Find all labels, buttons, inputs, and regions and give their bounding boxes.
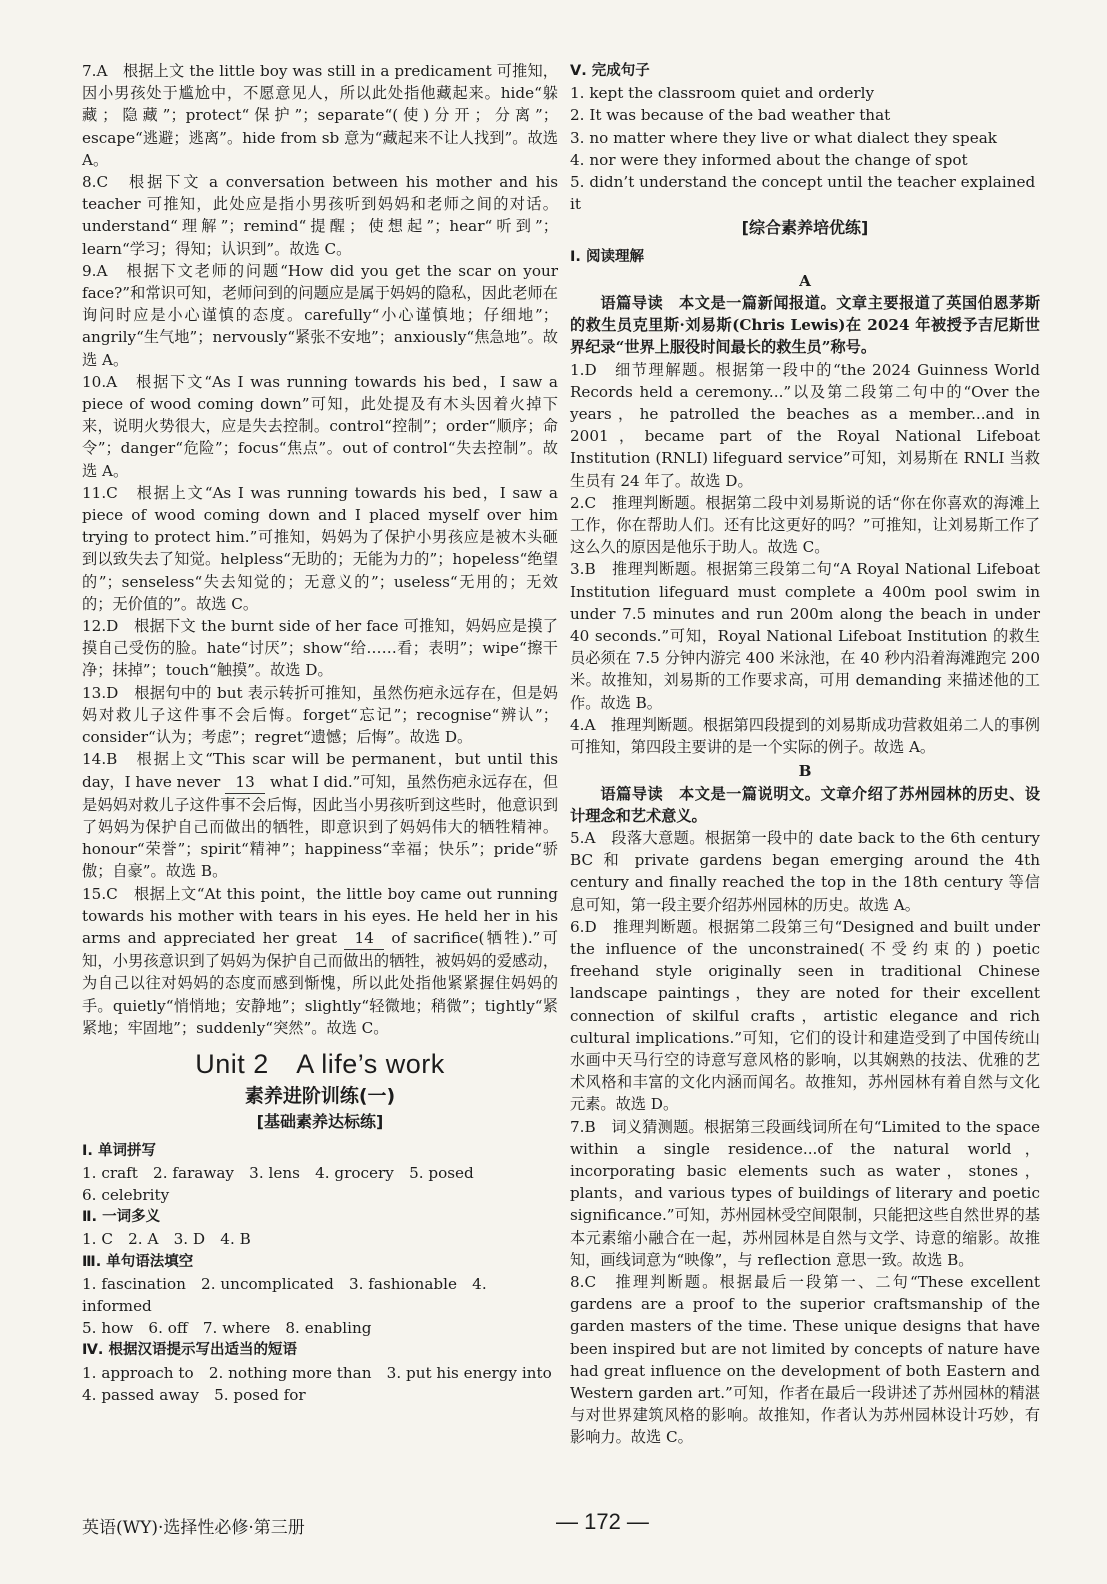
answer-item-r6: 6.D 推理判断题。根据第二段第三句“Designed and built under the influence of the unconstrained(不受约束的) poetic freehand style originally seen in traditional Chinese landscape paintings，they are noted for their excellent connection of skilful crafts，artistic elegance and rich cultural implications.”可知，它们的设计和建造受到了中国传统山水画中天马行空的诗意写意风格的影响，以其娴熟的技法、优雅的艺术风格和丰富的文化内涵而闻名。故推知，苏州园林有着自然与文化元素。故选 D。	[570, 917, 1040, 1114]
answer-item-10: 10.A 根据下文“As I was running towards his bed，I saw a piece of wood coming down”可知，此处提及有木头因着火掉下来，说明火势很大，应是失去控制。control“控制”；order“顺序；命令”；danger“危险”；focus“焦点”。out of control“失去控制”。故选 A。	[82, 372, 558, 480]
answer-item-14	[82, 748, 558, 882]
answer-item-9: 9.A 根据下文老师的问题“How did you get the scar on your face?”和常识可知，老师问到的问题应是属于妈妈的隐私，因此老师在询问时应是小心谨慎的态度。carefully“小心谨慎地；仔细地”；angrily“生气地”；nervously“紧张不安地”；anxiously“焦急地”。故选 A。	[82, 261, 558, 369]
unit-title: Unit 2 A life’s work	[195, 1048, 445, 1079]
section-5-line-5: 5. didn’t understand the concept until the teacher explained it	[570, 173, 1036, 214]
item14-before: 14.B 根据上文“This scar will be permanent，but until this day，I have never	[82, 750, 558, 791]
section-4-line-2: 4. passed away 5. posed for	[82, 1385, 306, 1404]
answer-item-8: 8.C 根据下文 a conversation between his mother and his teacher 可推知，此处应是指小男孩听到妈妈和老师之间的对话。understand“理解”；remind“提醒；使想起”；hear“听到”；learn“学习；得知；认识到”。故选 C。	[82, 173, 558, 258]
answer-item-7: 7.A 根据上文 the little boy was still in a predicament 可推知，因小男孩处于尴尬中，不愿意见人，所以此处指他藏起来。hide“躲藏；隐藏”；protect“保护”；separate“(使)分开；分离”；escape“逃避；逃离”。hide from sb 意为“藏起来不让人找到”。故选 A。	[82, 62, 558, 169]
section-5-line-4: 4. nor were they informed about the change of spot	[570, 150, 968, 169]
page-number: — 172 —	[556, 1509, 649, 1534]
section-heading-1: Ⅰ. 单词拼写	[82, 1142, 156, 1159]
section-heading-3: Ⅲ. 单句语法填空	[82, 1253, 194, 1270]
right-column	[570, 60, 1040, 1449]
left-column	[82, 60, 558, 1406]
item14-blank: 13	[225, 771, 265, 794]
guide-b-text: 本文是一篇说明文。文章介绍了苏州园林的历史、设计理念和艺术意义。	[570, 784, 1041, 825]
section-heading-4: Ⅳ. 根据汉语提示写出适当的短语	[82, 1342, 297, 1359]
guide-label: 语篇导读	[600, 784, 664, 803]
passage-b-label: B	[798, 762, 812, 781]
guide-label: 语篇导读	[600, 294, 664, 313]
section-1-line-1: 1. craft 2. faraway 3. lens 4. grocery 5. posed	[82, 1163, 474, 1182]
answer-item-11: 11.C 根据上文“As I was running towards his bed，I saw a piece of wood coming down and I placed myself over him trying to protect him.”可推知，妈妈为了保护小男孩应是被木头砸到以致失去了知觉。helpless“无助的；无能为力的”；hopeless“绝望的”；senseless“失去知觉的；无意义的”；useless“无用的；无效的；无价值的”。故选 C。	[82, 483, 558, 613]
item15-after: of sacrifice(牺牲).”可知，小男孩意识到了妈妈为保护自己而做出的牺牲，被妈妈的爱感动，为自己以往对妈妈的态度而感到惭愧，所以此处指他紧紧握住妈妈的手。quietly“悄悄地；安静地”；slightly“轻微地；稍微”；tightly“紧紧地；牢固地”；suddenly“突然”。故选 C。	[82, 928, 558, 1037]
answer-item-r3: 3.B 推理判断题。根据第三段第二句“A Royal National Lifeboat Institution lifeguard must complete a 400m pool swim in under 7.5 minutes and run 200m along the beach in under 40 seconds.”可知，Royal National Lifeboat Institution 的救生员必须在 7.5 分钟内游完 400 米泳池，在 40 秒内沿着海滩跑完 200 米。故推知，刘易斯的工作要求高，可用 demanding 来描述他的工作。故选 B。	[570, 560, 1040, 712]
answer-item-r4: 4.A 推理判断题。根据第四段提到的刘易斯成功营救姐弟二人的事例可推知，第四段主要讲的是一个实际的例子。故选 A。	[570, 715, 1040, 757]
answer-item-r2: 2.C 推理判断题。根据第二段中刘易斯说的话“你在你喜欢的海滩上工作，你在帮助人们。还有比这更好的吗？”可推知，让刘易斯工作了这么久的原因是他乐于助人。故选 C。	[570, 493, 1040, 557]
item15-blank: 14	[344, 927, 384, 950]
section-3-line-1: 1. fascination 2. uncomplicated 3. fashionable 4. informed	[82, 1274, 487, 1315]
reading-heading: Ⅰ. 阅读理解	[570, 248, 644, 265]
answer-item-13: 13.D 根据句中的 but 表示转折可推知，虽然伤疤永远存在，但是妈妈对救儿子这件事不会后悔。forget“忘记”；recognise“辨认”；consider“认为；考虑”；regret“遗憾；后悔”。故选 D。	[82, 683, 558, 747]
section-4-line-1: 1. approach to 2. nothing more than 3. put his energy into	[82, 1363, 552, 1382]
section-2-line-1: 1. C 2. A 3. D 4. B	[82, 1230, 251, 1249]
item14-after: what I did.”可知，虽然伤疤永远存在，但是妈妈对救儿子这件事不会后悔，因此当小男孩听到这些时，他意识到了妈妈为保护自己而做出的牺牲，即意识到了妈妈伟大的牺牲精神。honour“荣誉”；spirit“精神”；happiness“幸福；快乐”；pride“骄傲；自豪”。故选 B。	[82, 772, 559, 881]
training-title: 素养进阶训练(一)	[244, 1085, 396, 1108]
section-heading-2: Ⅱ. 一词多义	[82, 1209, 161, 1226]
section-5-line-2: 2. It was because of the bad weather that	[570, 106, 891, 125]
answer-item-12: 12.D 根据下文 the burnt side of her face 可推知，妈妈应是摸了摸自己受伤的脸。hate“讨厌”；show“给……看；表明”；wipe“擦干净；抹掉”；touch“触摸”。故选 D。	[82, 617, 558, 680]
basic-section-title: [基础素养达标练]	[256, 1112, 384, 1132]
section-1-line-2: 6. celebrity	[82, 1185, 170, 1204]
passage-b-guide	[570, 783, 1040, 827]
guide-a-text: 本文是一篇新闻报道。文章主要报道了英国伯恩茅斯的救生员克里斯·刘易斯(Chris Lewis)在 2024 年被授予吉尼斯世界纪录“世界上服役时间最长的救生员”称号。	[570, 294, 1041, 357]
advanced-section-title: [综合素养培优练]	[741, 218, 869, 238]
section-heading-5: Ⅴ. 完成句子	[570, 63, 650, 79]
item15-before: 15.C 根据上文“At this point，the little boy came out running towards his mother with tears in his eyes. He held her in his arms and appreciated her great	[82, 884, 558, 947]
section-5-line-3: 3. no matter where they live or what dialect they speak	[570, 128, 998, 147]
answer-item-r5: 5.A 段落大意题。根据第一段中的 date back to the 6th century BC 和 private gardens began emerging around the 4th century and finally reached the top in the 18th century 等信息可知，第一段主要介绍苏州园林的历史。故选 A。	[570, 828, 1040, 914]
answer-item-r8: 8.C 推理判断题。根据最后一段第一、二句“These excellent gardens are a proof to the superior craftsmanship of the garden masters of the time. These unique designs that have been inspired but are not limited by concepts of nature have had great influence on the development of both Eastern and Western garden art.”可知，作者在最后一段讲述了苏州园林的精湛与对世界建筑风格的影响。故推知，作者认为苏州园林设计巧妙，有影响力。故选 C。	[570, 1272, 1040, 1447]
answer-item-r1: 1.D 细节理解题。根据第一段中的“the 2024 Guinness World Records held a ceremony...”以及第二段第二句中的“Over the years，he patrolled the beaches as a member...and in 2001，became part of the Royal National Lifeboat Institution (RNLI) lifeguard service”可知，刘易斯在 RNLI 当救生员有 24 年了。故选 D。	[570, 360, 1040, 490]
passage-a-guide	[570, 292, 1040, 359]
section-5-line-1: 1. kept the classroom quiet and orderly	[570, 84, 875, 103]
answer-item-r7: 7.B 词义猜测题。根据第三段画线词所在句“Limited to the space within a single residence...of the natural world，incorporating basic elements such as water，stones，plants，and various types of buildings of literary and poetic significance.”可知，苏州园林受空间限制，只能把这些自然世界的基本元素缩小融合在一起，苏州园林是自然与文学、诗意的缩影。故推知，画线词意为“映像”，与 reflection 意思一致。故选 B。	[570, 1117, 1040, 1269]
answer-item-15	[82, 883, 558, 1039]
book-title: 英语(WY)·选择性必修·第三册	[82, 1518, 305, 1538]
passage-a-label: A	[799, 271, 811, 290]
section-3-line-2: 5. how 6. off 7. where 8. enabling	[82, 1319, 372, 1338]
